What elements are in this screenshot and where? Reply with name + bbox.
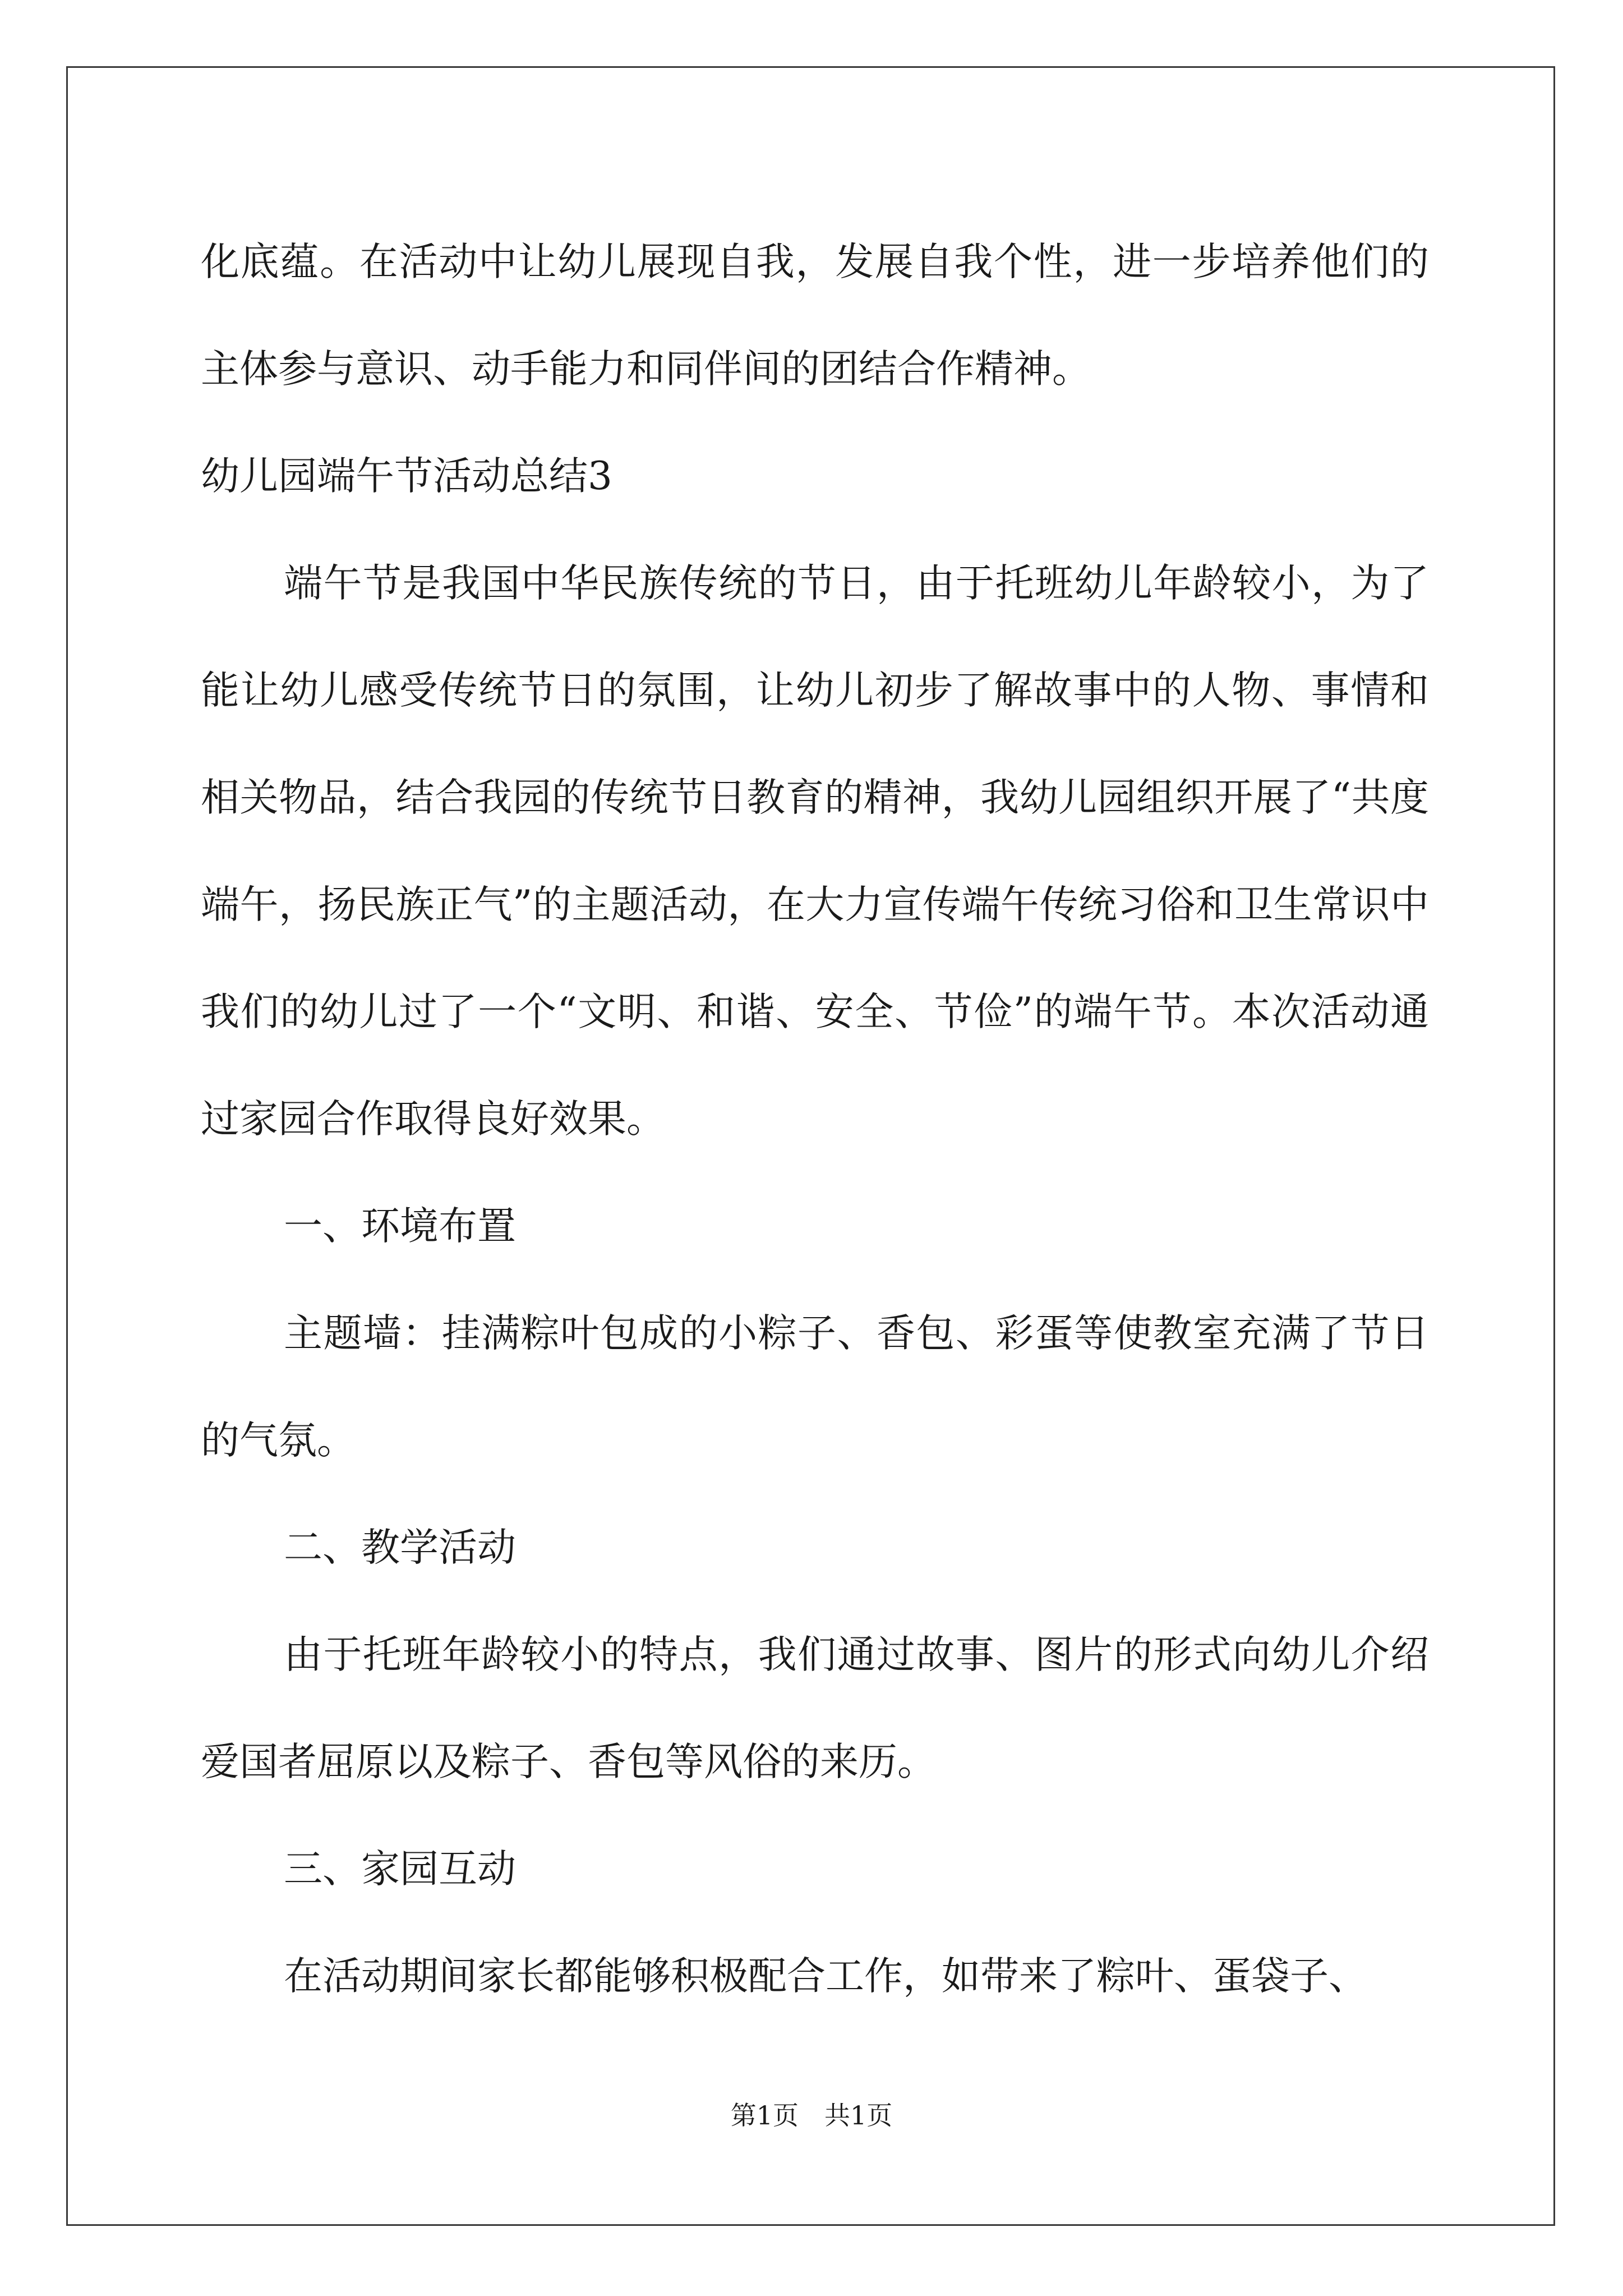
- paragraph-continuation: 化底蕴。在活动中让幼儿展现自我，发展自我个性，进一步培养他们的主体参与意识、动手能力和同伴间的团结合作精神。: [201, 240, 1429, 392]
- subheading-home-school: 三、家园互动: [284, 1847, 516, 1892]
- paragraph-theme-wall: 主题墙：挂满粽叶包成的小粽子、香包、彩蛋等使教室充满了节日的气氛。: [201, 1311, 1429, 1463]
- paragraph-teaching: 由于托班年龄较小的特点，我们通过故事、图片的形式向幼儿介绍爱国者屈原以及粽子、香包等风俗的来历。: [201, 1632, 1429, 1784]
- section-title: 幼儿园端午节活动总结3: [201, 454, 612, 499]
- page-footer: [0, 2095, 1623, 2132]
- paragraph-home-school: 在活动期间家长都能够积极配合工作，如带来了粽叶、蛋袋子、: [284, 1954, 1367, 1999]
- paragraph-intro: 端午节是我国中华民族传统的节日，由于托班幼儿年龄较小，为了能让幼儿感受传统节日的氛围，让幼儿初步了解故事中的人物、事情和相关物品，结合我园的传统节日教育的精神，我幼儿园组织开展了“共度端午，扬民族正气”的主题活动，在大力宣传端午传统习俗和卫生常识中我们的幼儿过了一个“文明、和谐、安全、节俭”的端午节。本次活动通过家园合作取得良好效果。: [201, 561, 1429, 1142]
- page-total: 共1页: [824, 2100, 893, 2131]
- document-body: [201, 209, 1429, 2030]
- subheading-teaching: 二、教学活动: [284, 1525, 516, 1570]
- page-number: 第1页: [730, 2100, 799, 2131]
- subheading-environment: 一、环境布置: [284, 1204, 516, 1249]
